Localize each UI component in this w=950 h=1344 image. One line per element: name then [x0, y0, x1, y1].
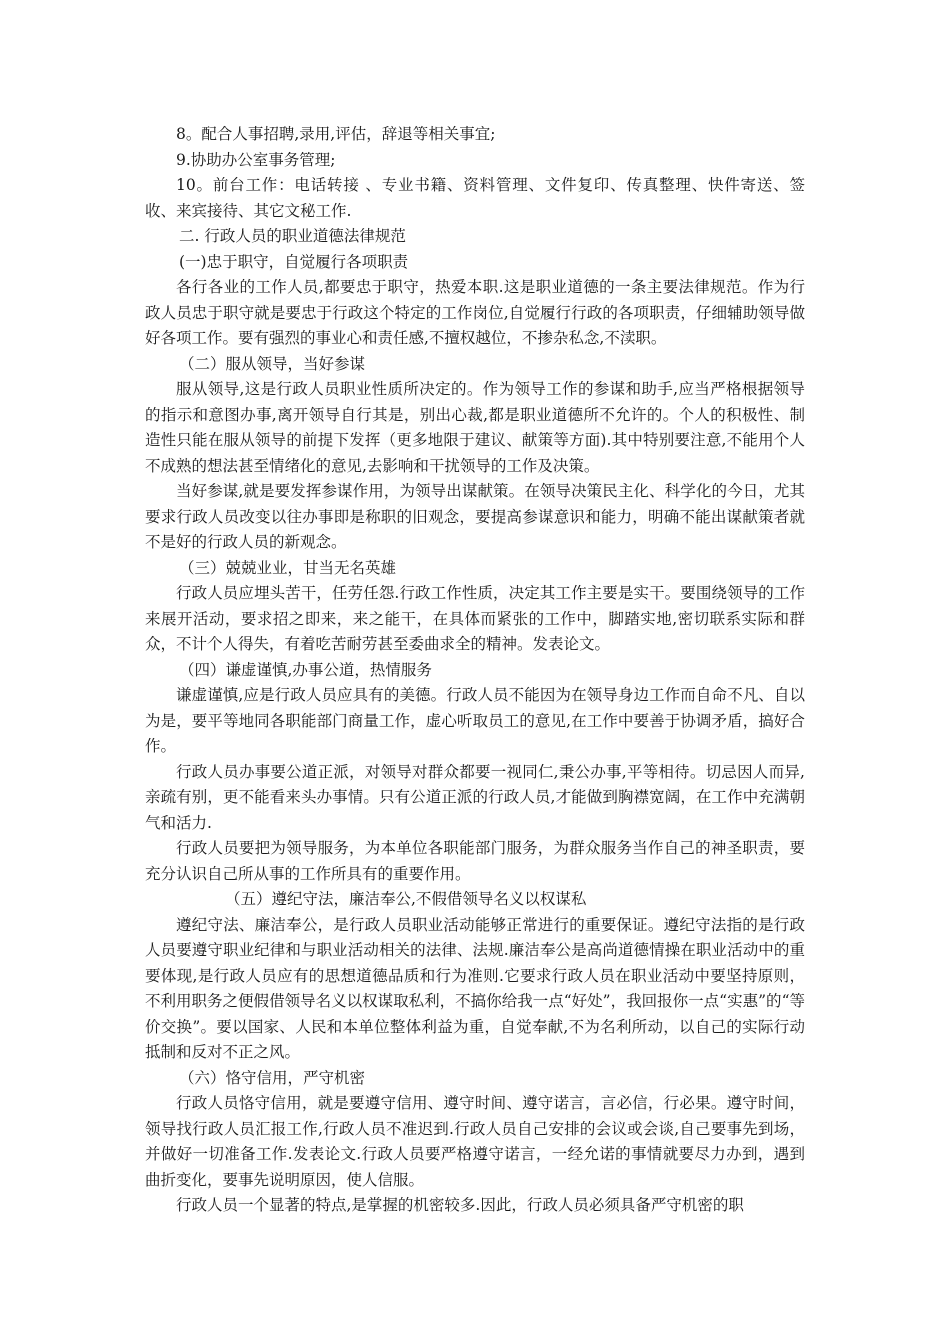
- document-page: [145, 122, 805, 1219]
- body-paragraph: 当好参谋,就是要发挥参谋作用，为领导出谋献策。在领导决策民主化、科学化的今日，尤其要求行政人员改变以往办事即是称职的旧观念，要提高参谋意识和能力，明确不能出谋献策者就不是好的行政人员的新观念。: [145, 482, 805, 551]
- body-paragraph: 行政人员应埋头苦干，任劳任怨.行政工作性质，决定其工作主要是实干。要围绕领导的工作来展开活动，要求招之即来，来之能干，在具体而紧张的工作中，脚踏实地,密切联系实际和群众，不计个人得失，有着吃苦耐劳甚至委曲求全的精神。发表论文。: [145, 584, 805, 653]
- body-paragraph: 各行各业的工作人员,都要忠于职守，热爱本职.这是职业道德的一条主要法律规范。作为行政人员忠于职守就是要忠于行政这个特定的工作岗位,自觉履行行政的各项职责，仔细辅助领导做好各项工作。要有强烈的事业心和责任感,不擅权越位，不掺杂私念,不渎职。: [145, 278, 805, 347]
- body-paragraph: 谦虚谨慎,应是行政人员应具有的美德。行政人员不能因为在领导身边工作而自命不凡、自以为是，要平等地同各职能部门商量工作，虚心听取员工的意见,在工作中要善于协调矛盾，搞好合作。: [145, 686, 805, 755]
- body-paragraph: 行政人员办事要公道正派，对领导对群众都要一视同仁,秉公办事,平等相待。切忌因人而异,亲疏有别，更不能看来头办事情。只有公道正派的行政人员,才能做到胸襟宽阔，在工作中充满朝气和活力.: [145, 762, 805, 832]
- list-item-8: 8。配合人事招聘,录用,评估，辞退等相关事宜;: [176, 125, 496, 143]
- body-paragraph: 行政人员恪守信用，就是要遵守信用、遵守时间、遵守诺言，言必信，行必果。遵守时间，领导找行政人员汇报工作,行政人员不准迟到.行政人员自己安排的会议或会谈,自己要事先到场，并做好一切准备工作.发表论文.行政人员要严格遵守诺言，一经允诺的事情就要尽力办到，遇到曲折变化，要事先说明原因，使人信服。: [145, 1094, 805, 1189]
- list-item-10: 10。前台工作：电话转接 、专业书籍、资料管理、文件复印、传真整理、快件寄送、签收、来宾接待、其它文秘工作.: [145, 176, 805, 220]
- section-heading-2: 二. 行政人员的职业道德法律规范: [179, 227, 406, 245]
- subheading-5: （五）遵纪守法，廉洁奉公,不假借领导名义以权谋私: [225, 890, 587, 908]
- body-paragraph: 行政人员要把为领导服务，为本单位各职能部门服务，为群众服务当作自己的神圣职责，要充分认识自己所从事的工作所具有的重要作用。: [145, 839, 805, 883]
- subheading-3: （三）兢兢业业，甘当无名英雄: [179, 558, 397, 577]
- body-paragraph: 服从领导,这是行政人员职业性质所决定的。作为领导工作的参谋和助手,应当严格根据领导的指示和意图办事,离开领导自行其是，别出心裁,都是职业道德所不允许的。个人的积极性、制造性只能在服从领导的前提下发挥（更多地限于建议、献策等方面).其中特别要注意,不能用个人不成熟的想法甚至情绪化的意见,去影响和干扰领导的工作及决策。: [145, 380, 805, 475]
- subheading-6: （六）恪守信用，严守机密: [179, 1068, 366, 1087]
- subheading-4: （四）谦虚谨慎,办事公道，热情服务: [179, 660, 432, 679]
- subheading-1: (一)忠于职守，自觉履行各项职责: [179, 252, 409, 271]
- body-paragraph: 行政人员一个显著的特点,是掌握的机密较多.因此，行政人员必须具备严守机密的职: [176, 1196, 744, 1214]
- subheading-2: （二）服从领导，当好参谋: [179, 354, 366, 373]
- body-paragraph: 遵纪守法、廉洁奉公，是行政人员职业活动能够正常进行的重要保证。遵纪守法指的是行政人员要遵守职业纪律和与职业活动相关的法律、法规.廉洁奉公是高尚道德情操在职业活动中的重要体现,是行政人员应有的思想道德品质和行为准则.它要求行政人员在职业活动中要坚持原则，不利用职务之便假借领导名义以权谋取私利，不搞你给我一点“好处”，我回报你一点“实惠”的“等价交换”。要以国家、人民和本单位整体利益为重，自觉奉献,不为名利所动，以自己的实际行动抵制和反对不正之风。: [145, 915, 805, 1061]
- list-item-9: 9.协助办公室事务管理;: [176, 150, 336, 169]
